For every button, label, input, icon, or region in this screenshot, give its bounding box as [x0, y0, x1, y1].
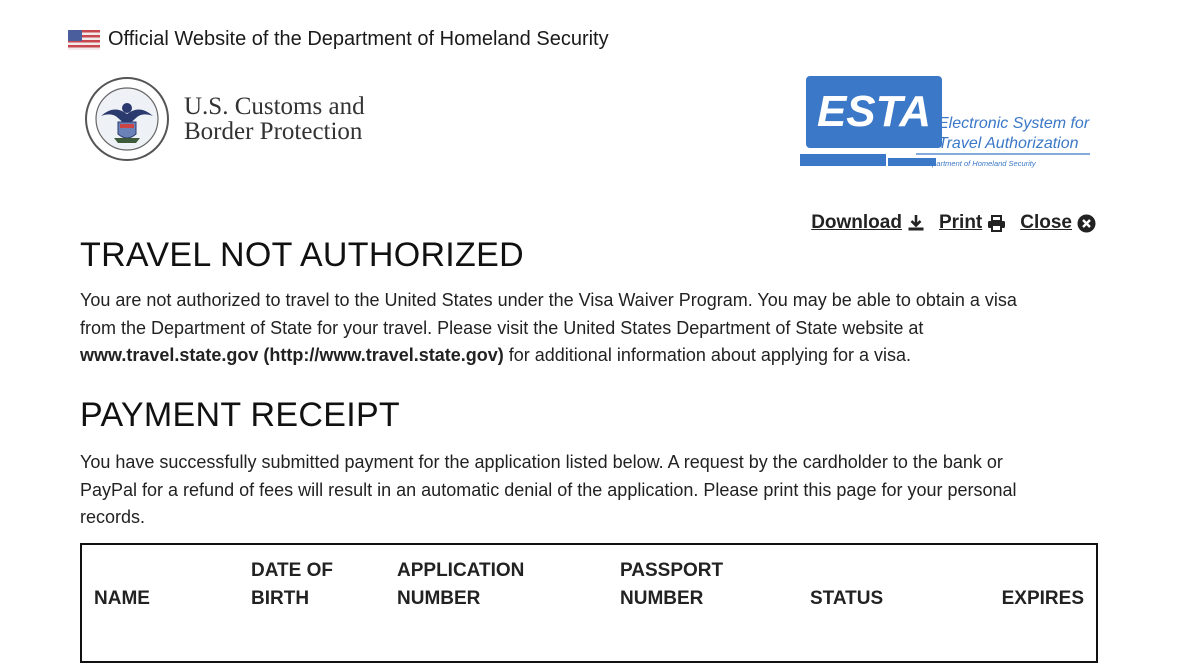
- pass-line-1: PASSPORT: [620, 560, 724, 581]
- gov-banner-text: Official Website of the Department of Homeland Security: [108, 28, 609, 50]
- app-line-1: APPLICATION: [397, 560, 525, 581]
- payment-line-2: PayPal for a refund of fees will result in an automatic denial of the application. Please print this page for your personal: [80, 479, 1017, 500]
- app-line-2: NUMBER: [397, 588, 481, 609]
- column-header-date-of-birth: [251, 557, 333, 613]
- application-table: [80, 543, 1098, 663]
- travel-status-heading: TRAVEL NOT AUTHORIZED: [80, 236, 524, 274]
- esta-tagline-line1: Electronic System for: [938, 115, 1090, 132]
- travel-status-message: [80, 287, 1100, 370]
- print-button[interactable]: [939, 212, 1006, 234]
- download-button[interactable]: [811, 212, 925, 234]
- us-flag-icon: [68, 30, 100, 50]
- pass-line-2: NUMBER: [620, 588, 704, 609]
- travel-line-2: from the Department of State for your travel. Please visit the United States Department of State website at: [80, 317, 924, 338]
- dob-line-1: DATE OF: [251, 560, 333, 581]
- dob-line-2: BIRTH: [251, 588, 310, 609]
- payment-message: [80, 449, 1100, 532]
- close-icon: [1077, 214, 1096, 233]
- travel-line-3: [80, 342, 1100, 370]
- agency-name: [184, 94, 365, 144]
- gov-banner: [68, 28, 609, 51]
- payment-line-3: records.: [80, 507, 146, 527]
- esta-sub: U.S. Department of Homeland Security: [906, 159, 1036, 168]
- dhs-seal-icon: [84, 76, 170, 162]
- column-header-name: NAME: [94, 588, 150, 609]
- print-label: Print: [938, 212, 983, 233]
- cbp-logo: [84, 76, 365, 162]
- payment-line-1: You have successfully submitted payment for the application listed below. A request by the cardholder to the bank or: [80, 452, 1003, 472]
- esta-logo: [798, 74, 1108, 174]
- close-label: Close: [1020, 212, 1072, 233]
- page-actions: [811, 212, 1096, 234]
- column-header-application-number: [397, 557, 524, 613]
- agency-name-line2: Border Protection: [184, 118, 363, 145]
- travel-line-3-rest: for additional information about applying for a visa.: [503, 345, 911, 365]
- download-label: Download: [811, 212, 902, 233]
- travel-line-1: You are not authorized to travel to the United States under the Visa Waiver Program. You may be able to obtain a visa: [80, 290, 1017, 310]
- print-icon: [987, 215, 1006, 232]
- column-header-status: STATUS: [810, 588, 884, 609]
- payment-receipt-heading: PAYMENT RECEIPT: [80, 396, 400, 434]
- esta-tagline-line2: Travel Authorization: [938, 135, 1079, 152]
- close-button[interactable]: [1020, 212, 1096, 234]
- column-header-passport-number: [620, 557, 723, 613]
- agency-name-line1: U.S. Customs and: [184, 93, 365, 120]
- column-header-expires: EXPIRES: [1001, 588, 1084, 609]
- esta-wordmark: ESTA: [816, 87, 932, 136]
- state-dept-link[interactable]: www.travel.state.gov (http://www.travel.state.gov): [80, 345, 504, 365]
- download-icon: [907, 214, 925, 232]
